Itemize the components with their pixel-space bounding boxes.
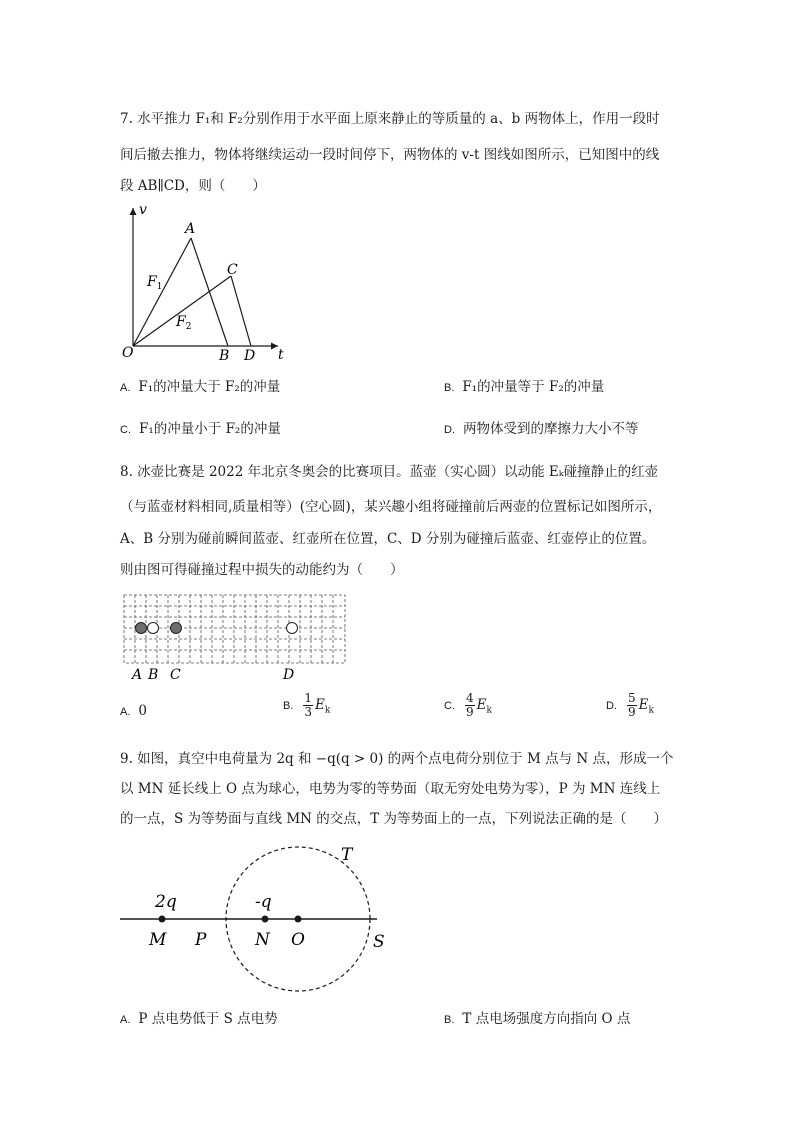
- q8-option-A[interactable]: A. 0: [120, 703, 147, 719]
- q7-label-D: D: [244, 348, 256, 364]
- q8-option-B[interactable]: B. $\frac{1}{3}$ $E_k$: [283, 691, 331, 719]
- q7-label-O: O: [122, 345, 134, 361]
- q9-label-T: T: [341, 845, 353, 865]
- q9-stem-line1: 9. 如图，真空中电荷量为 2q 和 −q(q > 0) 的两个点电荷分别位于 M 点与 N 点，形成一个: [120, 751, 674, 767]
- q7-label-t: t: [278, 347, 284, 363]
- q9-charge-2q: 2q: [155, 892, 177, 912]
- q8-red-curling-B: [148, 623, 159, 634]
- q8-option-D[interactable]: D. $\frac{5}{9}$ $E_k$: [606, 691, 654, 719]
- q8-label-D: D: [283, 667, 295, 683]
- q9-equipotential-figure: [115, 840, 405, 1000]
- q7-label-B: B: [219, 348, 230, 364]
- q8-label-A: A: [132, 667, 143, 683]
- q9-label-M: M: [149, 930, 167, 950]
- q7-stem-line1: 7. 水平推力 F₁和 F₂分别作用于水平面上原来静止的等质量的 a、b 两物体上，作用一段时: [120, 111, 660, 127]
- q8-label-B: B: [148, 667, 159, 683]
- q7-label-C: C: [227, 262, 238, 278]
- q7-label-v: v: [139, 202, 147, 218]
- q7-option-B[interactable]: B. F₁的冲量等于 F₂的冲量: [444, 379, 605, 395]
- q7-line-CD: [231, 276, 251, 346]
- q9-label-N: N: [255, 930, 270, 950]
- q8-red-curling-D: [287, 623, 298, 634]
- q7-label-F1: $F_1$: [147, 274, 163, 292]
- q7-stem-line2: 间后撤去推力，物体将继续运动一段时间停下，两物体的 v-t 图线如图所示，已知图中的线: [120, 147, 660, 163]
- q9-option-A[interactable]: A. P 点电势低于 S 点电势: [120, 1011, 278, 1027]
- q9-point-M: [159, 916, 166, 923]
- q7-option-C[interactable]: C. F₁的冲量小于 F₂的冲量: [120, 421, 281, 437]
- q7-option-D[interactable]: D. 两物体受到的摩擦力大小不等: [444, 421, 639, 437]
- q9-stem-line2: 以 MN 延长线上 O 点为球心，电势为零的等势面（取无穷处电势为零），P 为 MN 连线上: [120, 781, 661, 797]
- q9-option-B[interactable]: B. T 点电场强度方向指向 O 点: [444, 1011, 631, 1027]
- q8-stem-line3: A、B 分别为碰前瞬间蓝壶、红壶所在位置，C、D 分别为碰撞后蓝壶、红壶停止的位置。: [120, 531, 656, 547]
- q8-label-C: C: [170, 667, 181, 683]
- q7-option-A[interactable]: A. F₁的冲量大于 F₂的冲量: [120, 379, 281, 395]
- q9-point-N: [262, 916, 269, 923]
- q7-stem-line3: 段 AB∥CD，则（ ）: [120, 178, 266, 194]
- q9-point-O: [295, 916, 302, 923]
- q8-blue-curling-C: [171, 623, 182, 634]
- q9-charge-neg-q: -q: [255, 892, 272, 912]
- q8-stem-line4: 则由图可得碰撞过程中损失的动能约为（ ）: [120, 562, 404, 578]
- q8-stem-line2: （与蓝壶材料相同,质量相等）(空心圆)，某兴趣小组将碰撞前后两壶的位置标记如图所示，: [120, 499, 662, 515]
- q9-stem-line3: 的一点，S 为等势面与直线 MN 的交点，T 为等势面上的一点，下列说法正确的是（ ）: [120, 811, 668, 827]
- q9-label-P: P: [195, 930, 207, 950]
- q9-label-O: O: [291, 930, 305, 950]
- q8-stem-line1: 8. 冰壶比赛是 2022 年北京冬奥会的比赛项目。蓝壶（实心圆）以动能 Eₖ碰撞静止的红壶: [120, 464, 659, 480]
- q9-label-S: S: [373, 932, 385, 952]
- q8-option-C[interactable]: C. $\frac{4}{9}$ $E_k$: [444, 691, 492, 719]
- q8-blue-curling-A: [136, 623, 147, 634]
- q7-label-A: A: [185, 221, 196, 237]
- q8-curling-grid: [118, 590, 353, 685]
- q7-vt-graph: [118, 200, 298, 365]
- q7-label-F2: $F_2$: [176, 314, 192, 332]
